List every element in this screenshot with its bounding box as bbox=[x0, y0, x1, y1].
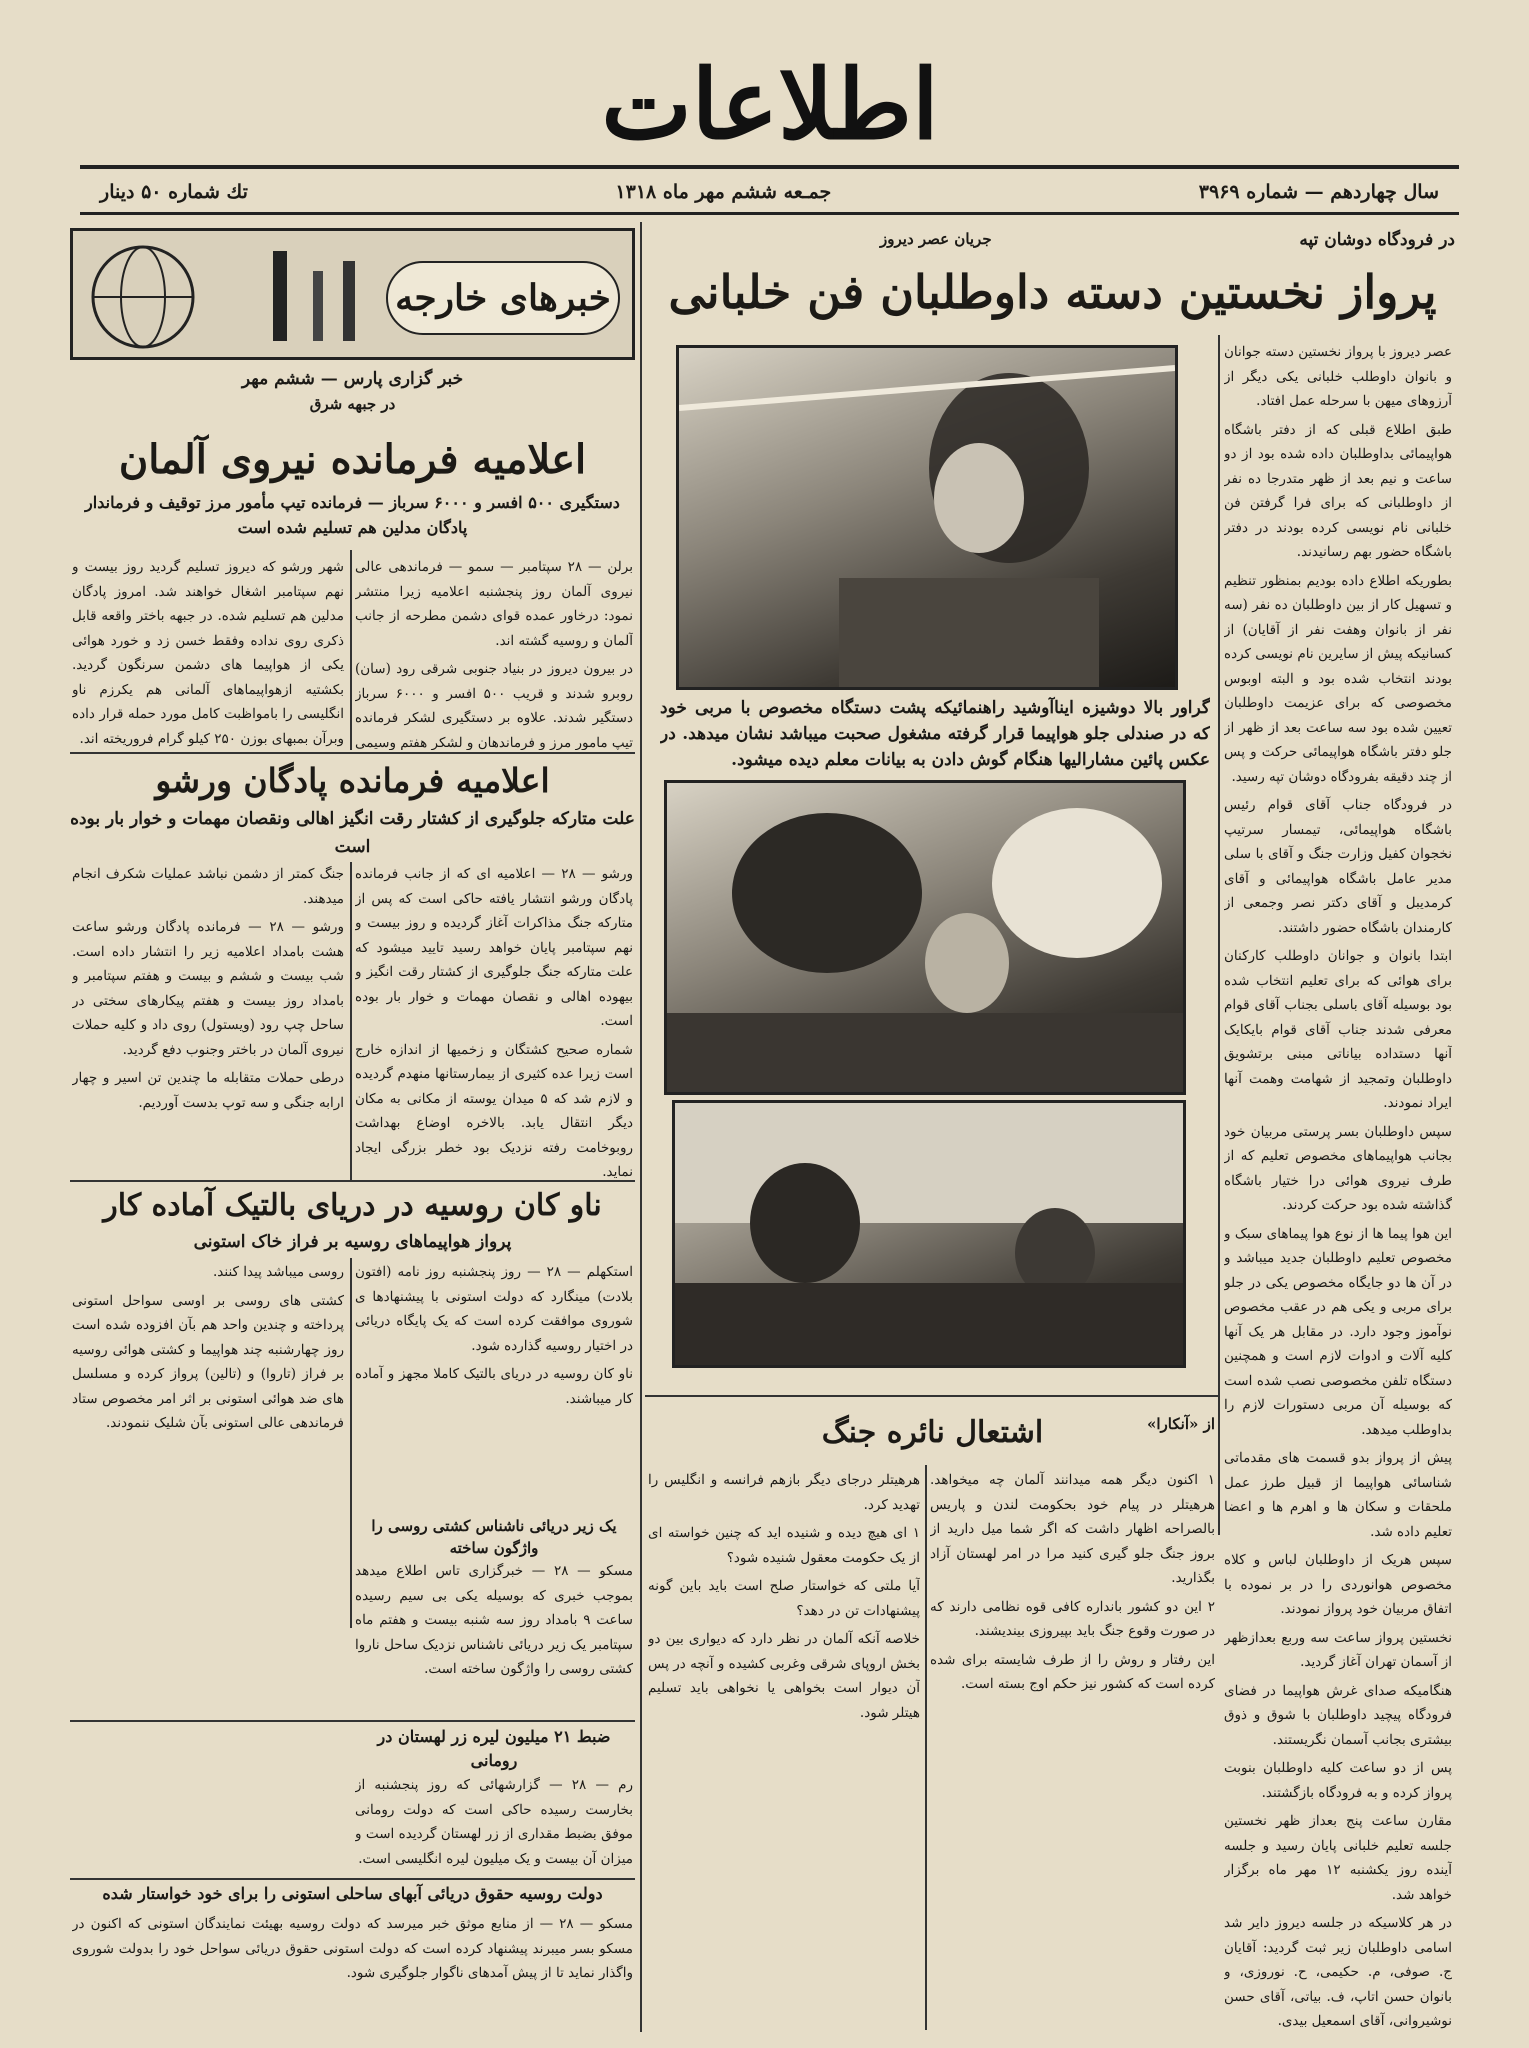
issue-number: سال چهاردهم — شماره ۳۹۶۹ bbox=[1198, 181, 1439, 203]
issue-price: تك شماره ۵۰ دینار bbox=[100, 181, 248, 203]
war-paragraph: هرهیتلر درجای دیگر بازهم فرانسه و انگلیس را تهدید کرد. bbox=[648, 1472, 920, 1513]
warsaw-text-left bbox=[72, 862, 344, 1180]
main-paragraph: این هوا پیما ها از نوع هوا پیماهای سبک و مخصوص تعلیم داوطلبان جدید میباشد و در آن ها دو جایگاه مخصوص یکی در جلو برای مربی و یکی هم در عقب مخصوص نوآموز وجود دارد. در مقابل هر یک آنها کلیه آلات و ادوات لازم است و همچنین دستگاه تلفن مخصوصی نصب شده است که بوسیله آن مربی دستورات لازم را بداوطلب میدهد. bbox=[1224, 1225, 1452, 1438]
column-divider bbox=[925, 1465, 927, 2030]
gold-text: رم — ۲۸ — گزارشهائی که روز پنجشنبه از بخارست رسیده حاکی است که دولت رومانی موفق بضبط مقداری از زر لهستان گردیده است و میزان آن بیست و یک میلیون لیره انگلیسی است. bbox=[355, 1777, 633, 1867]
estonia-headline: دولت روسیه حقوق دریائی آبهای ساحلی استونی را برای خود خواستار شده bbox=[102, 1884, 603, 1903]
photo-caption: گراور بالا دوشیزه ایناآوشید راهنمائیکه پشت دستگاه مخصوص با مربی خود که در صندلی جلو هواپیما قرار گرفته مشغول صحبت میباشد نشان میدهد. در عکس پائین مشارالیها هنگام گوش دادن به بیانات معلم دیده میشود. bbox=[660, 698, 1210, 770]
photo-illustration bbox=[679, 348, 1175, 687]
section-divider bbox=[645, 1395, 1220, 1397]
masthead-rule-bottom bbox=[80, 212, 1459, 215]
main-paragraph: در فرودگاه جناب آقای قوام رئیس باشگاه هواپیمائی، تیمسار سرتیپ نخجوان کفیل وزارت جنگ و آقای با سلی مدیر عامل باشگاه هواپیمائی و آقای کرمدیبل و آقای دکتر نصر وجمعی از کارمندان باشگاه حضور داشتند. bbox=[1224, 797, 1452, 936]
main-paragraph: سپس داوطلبان بسر پرستی مربیان خود بجانب هواپیماهای مخصوص تعلیم که از طرف نیروی هوائی درا ختیار باشگاه گذاشته شده بود حرکت کردند. bbox=[1224, 1123, 1452, 1213]
baltic-text-left bbox=[72, 1260, 344, 1630]
estonia-sub-section bbox=[72, 1635, 344, 1875]
photo-pilot-cockpit bbox=[676, 345, 1178, 690]
photo-illustration bbox=[667, 783, 1183, 1092]
warsaw-paragraph: درطی حملات متقابله ما چندین تن اسیر و چهار ارابه جنگی و سه توپ بدست آوردیم. bbox=[72, 1070, 344, 1111]
column-divider bbox=[350, 1258, 352, 1628]
submarine-section bbox=[355, 1515, 633, 1720]
war-paragraph: ۲ این دو کشور بانداره کافی قوه نظامی دارند که در صورت وقوع جنگ باید بپیروزی بیندیشند. bbox=[930, 1598, 1215, 1639]
column-divider bbox=[350, 862, 352, 1180]
main-paragraph: عصر دیروز با پرواز نخستین دسته جوانان و بانوان داوطلب خلبانی یکی دیگر از آرزوهای میهن با سرحله عمل افتاد. bbox=[1224, 344, 1452, 409]
foreign-headline-1: اعلامیه فرمانده نیروی آلمان bbox=[118, 436, 587, 483]
main-paragraph: هنگامیکه صدای غرش هواپیما در فضای فرودگاه پیچید داوطلبان با شوق و ذوق بیشتری بجانب آسمان نگریستند. bbox=[1224, 1682, 1452, 1748]
foreign-paragraph: شهر ورشو که دیروز تسلیم گردید روز بیست و نهم سپتامبر اشغال خواهند شد. امروز پادگان مدلین هم تسلیم شده. در جبهه باختر واقعه قابل ذکری روی نداده وفقط خسن زد و خورد هوائی یکی از هواپیما های دشمن سرنگون گردید. بکشتیه ازهواپیماهای آلمانی هم یکرزم ناو انگلیسی را بامواظبت کامل مورد حمله قرار داده وبرآن بمبهای بوزن ۲۵۰ کیلو گرام فروریخته اند. bbox=[72, 559, 344, 747]
main-headline: پرواز نخستین دسته داوطلبان فن خلبانی bbox=[668, 265, 1437, 319]
foreign-subhead-1: دستگیری ۵۰۰ افسر و ۶۰۰۰ سرباز — فرمانده تیپ مأمور مرز توقیف و فرماندار پادگان مدلین هم تسلیم شده است bbox=[85, 493, 620, 537]
main-paragraph: بطوریکه اطلاع داده بودیم بمنظور تنظیم و تسهیل کار از بین داوطلبان ده نفر (سه نفر از بانوان وهفت نفر از آقایان) از کسانیکه پیش از سایرین نام نویسی کرده بودند انتخاب شده بود و البته اوبوس مخصوصی که برای عزیمت داوطلبان تعیین شده بود سه ساعت بعد از ظهر از جلو دفتر باشگاه هواپیمائی حرکت و پس از چند دقیقه بفرودگاه دوشان تپه رسید. bbox=[1224, 572, 1452, 785]
estonia-text: مسکو — ۲۸ — از منابع موثق خبر میرسد که دولت روسیه بهیئت نمایندگان استونی که اکنون در مسکو بسر میبرند پیشنهاد کرده است که دولت استونی حقوق دریائی سواحل خود را بدولت شوروی واگذار نماید تا از پیش آمدهای ناگوار جلوگیری شود. bbox=[72, 1916, 633, 1981]
warsaw-paragraph: ورشو — ۲۸ — اعلامیه ای که از جانب فرمانده پادگان ورشو انتشار یافته حاکی است که پس از متارکه جنگ مذاکرات آغاز گردیده و روز بیست و نهم سپتامبر پایان خواهد رسید تایید میشود که علت متارکه جنگ جلوگیری از کشتار رقت انگیز و بیهوده اهالی و نقصان مهمات و خوار بار بوده است. bbox=[355, 866, 633, 1029]
baltic-text-right bbox=[355, 1260, 633, 1510]
column-divider bbox=[350, 550, 352, 750]
war-paragraph: این رفتار و روش را از طرف شایسته برای شده کرده است که کشور نیز حکم اوج بسته است. bbox=[930, 1651, 1215, 1692]
gold-section bbox=[355, 1725, 633, 1875]
issue-date: جمـعه ششم مهر ماه ۱۳۱۸ bbox=[615, 181, 832, 203]
foreign-paragraph: در بیرون دیروز در بنیاد جنوبی شرقی رود (سان) روبرو شدند و قریب ۵۰۰ افسر و ۶۰۰۰ سرباز دستگیر شدند. علاوه بر دستگیری لشکر فرمانده تیپ مامور مرز و فرماندهان و لشکر هفتم وسیمی bbox=[355, 661, 633, 750]
baltic-subhead: پرواز هواپیماهای روسیه بر فراز خاک استونی bbox=[193, 1232, 512, 1252]
main-paragraph: طبق اطلاع قبلی که از دفتر باشگاه هواپیمائی بداوطلبان داده شده بود از دو ساعت و نیم بعد از ظهر متدرجا ده نفر از داوطلبانی که برای فرا گرفتن فن خلبانی نام نویسی کرده بودند در دفتر باشگاه حضور بهم رسانیدند. bbox=[1224, 421, 1452, 560]
foreign-news-title: خبرهای خارجه bbox=[386, 261, 620, 335]
main-paragraph: پیش از پرواز بدو قسمت های مقدماتی شناسائی هواپیما از قبیل طرز عمل ملحقات و سکان ها و اهرم ها و اعضا تعلیم داده شد. bbox=[1224, 1450, 1452, 1540]
photo-trainee-with-instructor bbox=[664, 780, 1186, 1095]
masthead-title: اطلاعات bbox=[601, 48, 939, 161]
war-column-1 bbox=[930, 1468, 1215, 2028]
column-divider bbox=[640, 222, 642, 2032]
war-paragraph: آیا ملتی که خواستار صلح است باید باین گونه پیشنهادات تن در دهد؟ bbox=[648, 1578, 920, 1619]
foreign-text-left bbox=[72, 555, 344, 750]
war-headline: اشتعال نائره جنگ bbox=[821, 1415, 1044, 1450]
war-paragraph: ۱ اکنون دیگر همه میدانند آلمان چه میخواهد. هرهیتلر در پیام خود بحکومت لندن و پاریس بالصراحه اظهار داشت که اگر شما میل دارید از بروز جنگ جلو گیری کنید مرا در امر لهستان آزاد بگذارید. bbox=[930, 1472, 1215, 1586]
main-note: جریان عصر دیروز bbox=[880, 230, 992, 248]
war-kicker: از «آنکارا» bbox=[1147, 1415, 1215, 1433]
baltic-paragraph: استکهلم — ۲۸ — روز پنجشنبه روز نامه (افتون بلادت) مینگارد که دولت استونی با پیشنهادها ی شوروی موافقت کرده است که یک پایگاه دریائی در اختیار روسیه گذارده شود. bbox=[355, 1264, 633, 1354]
main-paragraph: در هر کلاسیکه در جلسه دیروز دایر شد اسامی داوطلبان زیر ثبت گردید: آقایان ج. صوفی، م. حکیمی، ح. نوروزی، و بانوان حسن اتاپ، ف. بیاتی، آقای حسن نوشیروانی، آقای اسمعیل بیدی. bbox=[1224, 1915, 1452, 2029]
warsaw-headline: اعلامیه فرمانده پادگان ورشو bbox=[155, 761, 550, 800]
masthead-rule-top bbox=[80, 165, 1459, 169]
front-label: در جبهه شرق bbox=[309, 395, 396, 413]
war-column-2 bbox=[648, 1468, 920, 2028]
main-paragraph: نخستین پرواز ساعت سه وربع بعدازظهر از آسمان تهران آغاز گردید. bbox=[1224, 1629, 1452, 1670]
main-paragraph: پس از دو ساعت کلیه داوطلبان بنوبت پرواز کرده و به فرودگاه بازگشتند. bbox=[1224, 1760, 1452, 1801]
photo-trainees-in-aircraft bbox=[672, 1100, 1186, 1368]
warsaw-paragraph: ورشو — ۲۸ — فرمانده پادگان ورشو ساعت هشت بامداد اعلامیه زیر را انتشار داده است. شب بیست و ششم و بیست و هفتم سپتامبر و بامداد روز بیست و هفتم پیکارهای سختی در ساحل چپ رود (ویستول) روی داد و کلیه حملات نیروی آلمان در باختر وجنوب دفع گردید. bbox=[72, 919, 344, 1058]
submarine-headline: یک زیر دریائی ناشناس کشتی روسی را واژگون ساخته bbox=[371, 1517, 617, 1557]
warsaw-text-right bbox=[355, 862, 633, 1180]
gold-headline: ضبط ۲۱ میلیون لیره زر لهستان در رومانی bbox=[377, 1727, 611, 1770]
main-paragraph: مقارن ساعت پنج بعداز ظهر نخستین جلسه تعلیم خلبانی پایان رسید و جلسه آینده روز یکشنبه ۱۲ مهر ماه برگزار خواهد شد. bbox=[1224, 1813, 1452, 1903]
main-kicker: در فرودگاه دوشان تپه bbox=[1299, 230, 1455, 250]
foreign-paragraph: برلن — ۲۸ سپتامبر — سمو — فرماندهی عالی نیروی آلمان روز پنجشنبه اعلامیه زیرا منتشر نمود: درخاور عمده قوای دشمن مطرحه از جانب آلمان و روسیه گشته اند. bbox=[355, 559, 633, 649]
baltic-paragraph: کشتی های روسی بر اوسی سواحل استونی پرداخته و چندین واحد هم بآن افزوده شده است روز چهارشنبه چند هواپیما و کشتی هوائی روسیه بر فراز (تاروا) و (تالین) پرواز کرده و مسلسل های ضد هوائی استونی بر اثر امر مخصوص ستاد فرماندهی عالی استونی بآن شلیک ننمودند. bbox=[72, 1292, 344, 1431]
main-paragraph: سپس هریک از داوطلبان لباس و کلاه مخصوص هوانوردی را در بر نموده با اتفاق مربیان خود پرواز نمودند. bbox=[1224, 1552, 1452, 1617]
baltic-paragraph: ناو کان روسیه در دریای بالتیک کاملا مجهز و آماده کار میباشند. bbox=[355, 1366, 633, 1407]
warsaw-paragraph: جنگ کمتر از دشمن نباشد عملیات شکرف انجام میدهند. bbox=[72, 866, 344, 907]
warsaw-paragraph: شماره صحیح کشتگان و زخمیها از اندازه خارج است زیرا عده کثیری از بیمارستانها منهدم گردیده و لازم شد که ۵ میدان یوسته از مکانی به مکان دیگر انتقال یابد. بالاخره اوضاع بهداشت روبوخامت رفته نزدیک بود خطر بزرگی ایجاد نماید. bbox=[355, 1041, 633, 1180]
warsaw-subhead: علت متارکه جلوگیری از کشتار رقت انگیز اهالی ونقصان مهمات و خوار بار بوده است bbox=[70, 809, 635, 857]
war-paragraph: ۱ ای هیچ دیده و شنیده اید که چنین خواسته ای از یک حکومت معقول شنیده شود؟ bbox=[648, 1525, 920, 1566]
column-divider bbox=[1218, 335, 1220, 1535]
foreign-text-right bbox=[355, 555, 633, 750]
baltic-headline: ناو کان روسیه در دریای بالتیک آماده کار bbox=[103, 1188, 602, 1223]
photo-illustration bbox=[675, 1103, 1183, 1365]
baltic-paragraph: روسی میباشد پیدا کنند. bbox=[213, 1264, 344, 1280]
news-agency: خبر گزاری پارس — ششم مهر bbox=[241, 369, 464, 389]
section-divider bbox=[70, 752, 635, 754]
main-paragraph: ابتدا بانوان و جوانان داوطلب کارکنان برای هوائی که برای تعلیم انتخاب شده بود بوسیله آقای باسلی بجناب آقای قوام معرفی شدند جناب آقای قوام بایکایک آنها دستداده بیاناتی مبنی برتشویق داوطلبان وتمجید از شهامت وهمت آنها ایراد نمودند. bbox=[1224, 948, 1452, 1111]
foreign-news-banner bbox=[70, 228, 635, 360]
main-story-text bbox=[1224, 340, 1452, 2030]
submarine-text: مسکو — ۲۸ — خبرگزاری تاس اطلاع میدهد بموجب خبری که بوسیله یکی بی سیم رسیده ساعت ۹ بامداد روز سه شنبه بیست و هفتم ماه سپتامبر یک زیر دریائی ناشناس نزدیک ساحل ناروا کشتی روسی را واژگون ساخته است. bbox=[355, 1563, 633, 1677]
war-paragraph: خلاصه آنکه آلمان در نظر دارد که دیواری بین دو بخش اروپای شرقی وغربی کشیده و آنچه در پس آن دیوار است بخواهی یا نخواهی باید تسلیم هیتلر شود. bbox=[648, 1631, 920, 1721]
dateline bbox=[80, 172, 1459, 212]
